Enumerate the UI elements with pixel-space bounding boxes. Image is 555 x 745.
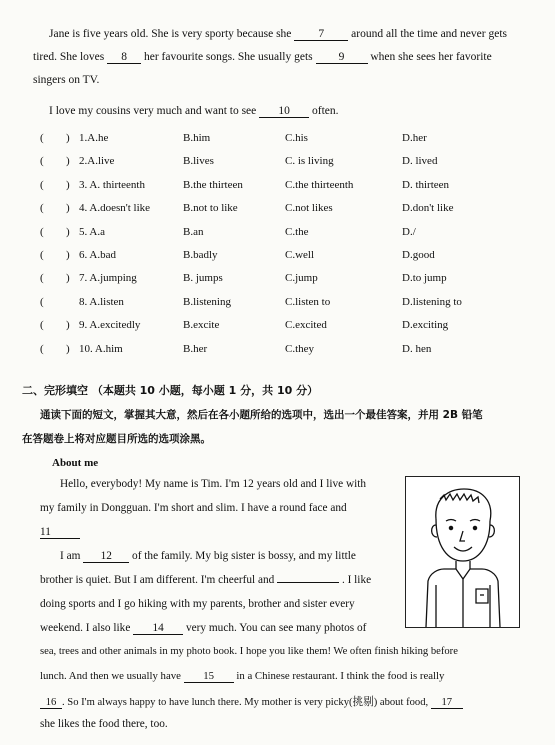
intro-line-4: I love my cousins very much and want to see 10 often. bbox=[49, 105, 339, 117]
option-b[interactable]: B.excite bbox=[183, 319, 220, 332]
passage-line: 16 . So I'm always happy to have lunch there. My mother is very picky(挑剔) about food, 17 bbox=[40, 694, 463, 709]
option-d[interactable]: D./ bbox=[402, 225, 416, 238]
passage-title: About me bbox=[52, 457, 99, 469]
boy-illustration bbox=[405, 476, 520, 628]
blank-9[interactable]: 9 bbox=[316, 51, 368, 64]
intro-line-3: singers on TV. bbox=[33, 74, 100, 86]
intro-line-1: Jane is five years old. She is very sporty because she 7 around all the time and never gets bbox=[49, 28, 507, 40]
passage-line: sea, trees and other animals in my photo book. I hope you like them! We often finish hiking before bbox=[40, 646, 458, 657]
option-b[interactable]: B.badly bbox=[183, 248, 218, 261]
option-a[interactable]: 8. A.listen bbox=[79, 295, 124, 308]
option-b[interactable]: B.listening bbox=[183, 295, 231, 308]
option-c[interactable]: C.his bbox=[285, 132, 308, 144]
option-b[interactable]: B.the thirteen bbox=[183, 178, 243, 191]
blank-8[interactable]: 8 bbox=[107, 51, 141, 64]
intro-line-2: tired. She loves 8 her favourite songs. She usually gets 9 when she sees her favorite bbox=[33, 51, 492, 63]
option-a[interactable]: 7. A.jumping bbox=[79, 272, 137, 285]
option-c[interactable]: C.excited bbox=[285, 319, 327, 332]
option-b[interactable]: B.an bbox=[183, 225, 204, 238]
instructions-line-1: 通读下面的短文，掌握其大意，然后在各小题所给的选项中，选出一个最佳答案，并用 2B 铅笔 bbox=[40, 409, 483, 421]
option-d[interactable]: D.exciting bbox=[402, 319, 449, 332]
option-b[interactable]: B.her bbox=[183, 342, 208, 355]
option-a[interactable]: 2.A.live bbox=[79, 155, 115, 168]
passage-line bbox=[40, 526, 80, 539]
option-b[interactable]: B.not to like bbox=[183, 202, 238, 215]
option-c[interactable]: C.jump bbox=[285, 272, 318, 285]
passage-line: brother is quiet. But I am different. I'm cheerful and . I like bbox=[40, 574, 372, 586]
blank-11[interactable]: 11 bbox=[40, 526, 80, 539]
passage-line: she likes the food there, too. bbox=[40, 718, 168, 730]
option-a[interactable]: 6. A.bad bbox=[79, 248, 116, 261]
option-d[interactable]: D.good bbox=[402, 248, 435, 261]
option-b[interactable]: B. jumps bbox=[183, 272, 223, 285]
option-d[interactable]: D. thirteen bbox=[402, 178, 450, 191]
blank-13[interactable] bbox=[277, 582, 339, 583]
option-d[interactable]: D. hen bbox=[402, 342, 432, 355]
option-b[interactable]: B.him bbox=[183, 132, 211, 144]
passage-line: my family in Dongguan. I'm short and slim. I have a round face and bbox=[40, 502, 347, 514]
option-c[interactable]: C. is living bbox=[285, 155, 334, 168]
option-a[interactable]: 9. A.excitedly bbox=[79, 319, 141, 332]
option-b[interactable]: B.lives bbox=[183, 155, 214, 168]
blank-17[interactable]: 17 bbox=[431, 697, 463, 709]
blank-12[interactable]: 12 bbox=[83, 550, 129, 563]
passage-line: weekend. I also like 14 very much. You can see many photos of bbox=[40, 622, 367, 634]
blank-16[interactable]: 16 bbox=[40, 697, 62, 709]
option-c[interactable]: C.listen to bbox=[285, 295, 331, 308]
option-c[interactable]: C.well bbox=[285, 248, 315, 261]
option-c[interactable]: C.the thirteenth bbox=[285, 178, 354, 191]
blank-15[interactable]: 15 bbox=[184, 670, 234, 683]
section-heading: 二、完形填空 （本题共 10 小题，每小题 1 分，共 10 分） bbox=[22, 384, 319, 397]
option-d[interactable]: D.to jump bbox=[402, 272, 447, 285]
option-d[interactable]: D. lived bbox=[402, 155, 438, 168]
option-d[interactable]: D.her bbox=[402, 132, 427, 144]
blank-10[interactable]: 10 bbox=[259, 105, 309, 118]
blank-14[interactable]: 14 bbox=[133, 622, 183, 635]
option-a[interactable]: 5. A.a bbox=[79, 225, 105, 238]
instructions-line-2: 在答题卷上将对应题目所选的选项涂黑。 bbox=[22, 433, 211, 445]
option-a[interactable]: 3. A. thirteenth bbox=[79, 178, 145, 191]
passage-line: doing sports and I go hiking with my parents, brother and sister every bbox=[40, 598, 355, 610]
option-a[interactable]: 4. A.doesn't like bbox=[79, 202, 151, 215]
option-a[interactable]: 1.A.he bbox=[79, 132, 109, 144]
passage-line: I am 12 of the family. My big sister is bossy, and my little bbox=[60, 550, 356, 562]
option-d[interactable]: D.listening to bbox=[402, 295, 462, 308]
blank-7[interactable]: 7 bbox=[294, 28, 348, 41]
option-c[interactable]: C.they bbox=[285, 342, 315, 355]
option-a[interactable]: 10. A.him bbox=[79, 342, 123, 355]
option-c[interactable]: C.not likes bbox=[285, 202, 333, 215]
passage-line: lunch. And then we usually have 15 in a Chinese restaurant. I think the food is really bbox=[40, 670, 445, 682]
option-c[interactable]: C.the bbox=[285, 225, 309, 238]
passage-line: Hello, everybody! My name is Tim. I'm 12 years old and I live with bbox=[60, 478, 367, 490]
option-d[interactable]: D.don't like bbox=[402, 202, 454, 215]
boy-drawing-icon bbox=[406, 477, 519, 627]
